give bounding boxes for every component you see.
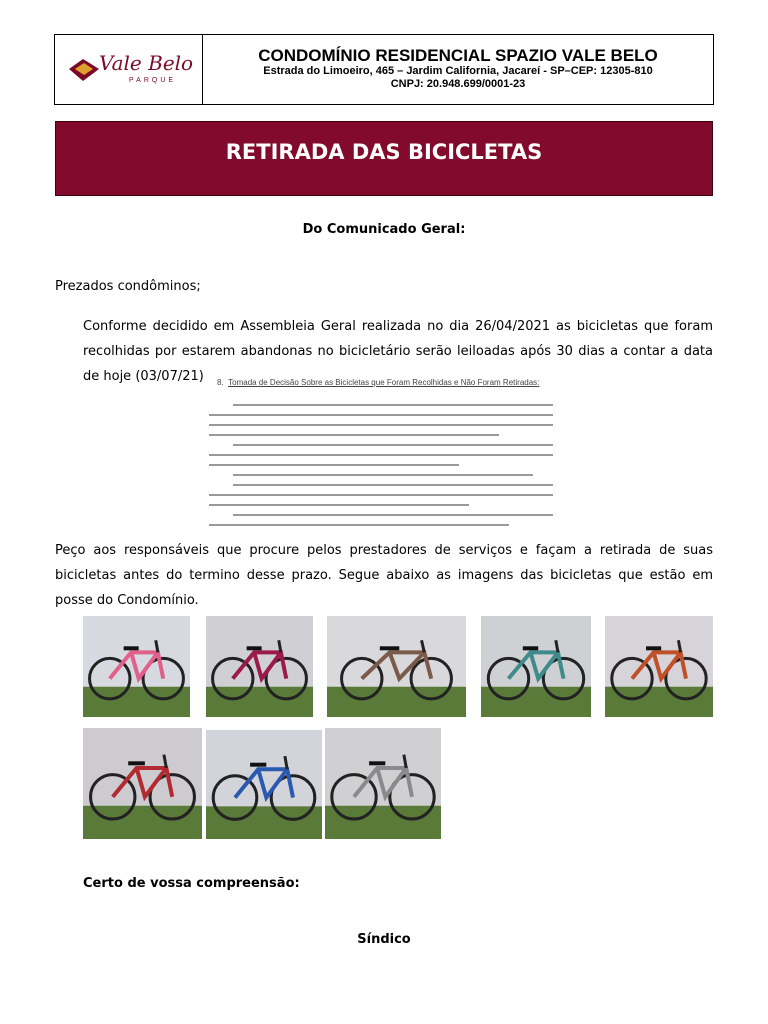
condominium-title: CONDOMÍNIO RESIDENCIAL SPAZIO VALE BELO	[258, 46, 658, 65]
greeting: Prezados condôminos;	[55, 279, 201, 294]
closing-line: Certo de vossa compreensão:	[83, 876, 300, 891]
excerpt-text-line	[209, 524, 509, 526]
excerpt-heading	[217, 378, 539, 387]
letterhead	[54, 34, 714, 105]
bike-photo-2	[206, 616, 313, 717]
excerpt-text-line	[233, 514, 553, 516]
excerpt-text-line	[209, 424, 553, 426]
paragraph-decision: Conforme decidido em Assembleia Geral realizada no dia 26/04/2021 as bicicletas que foram recolhidas por estarem abandonas no bicicletário serão leiloadas após 30 dias a contar a data de hoje (03/07/21)	[83, 319, 713, 384]
bike-photo-3	[327, 616, 466, 717]
bike-photo-6	[83, 728, 202, 839]
logo	[55, 35, 203, 104]
excerpt-text-line	[233, 484, 553, 486]
bike-photo-5	[605, 616, 713, 717]
notice-subtitle: Do Comunicado Geral:	[302, 222, 466, 237]
excerpt-heading-text: Tomada de Decisão Sobre as Bicicletas que Foram Recolhidas e Não Foram Retiradas:	[228, 378, 540, 387]
leaf-logo-icon	[67, 55, 101, 85]
logo-subtext: PARQUE	[129, 77, 177, 84]
bike-photo-7	[206, 730, 322, 839]
excerpt-text-line	[209, 434, 499, 436]
excerpt-text-line	[233, 444, 553, 446]
excerpt-text-line	[209, 494, 553, 496]
notice-banner: RETIRADA DAS BICICLETAS	[55, 121, 713, 196]
bike-photo-1	[83, 616, 190, 717]
condominium-cnpj: CNPJ: 20.948.699/0001-23	[390, 78, 526, 90]
bike-photo-8	[325, 728, 441, 839]
signature: Síndico	[357, 932, 411, 947]
excerpt-text-line	[209, 464, 459, 466]
excerpt-text-line	[209, 454, 553, 456]
paragraph-request: Peço aos responsáveis que procure pelos prestadores de serviços e façam a retirada de suas bicicletas antes do termino desse prazo. Segue abaixo as imagens das bicicletas que estão em posse do Condomínio.	[55, 543, 713, 608]
condominium-address: Estrada do Limoeiro, 465 – Jardim California, Jacareí - SP–CEP: 12305-810	[263, 65, 653, 77]
excerpt-text-line	[233, 404, 553, 406]
logo-text: Vale Belo	[99, 51, 194, 75]
bike-photo-4	[481, 616, 591, 717]
letterhead-info	[203, 35, 713, 104]
excerpt-text-line	[209, 414, 553, 416]
excerpt-text-line	[209, 504, 469, 506]
excerpt-number: 8.	[217, 378, 224, 387]
assembly-minutes-excerpt	[205, 370, 565, 530]
excerpt-text-line	[233, 474, 533, 476]
